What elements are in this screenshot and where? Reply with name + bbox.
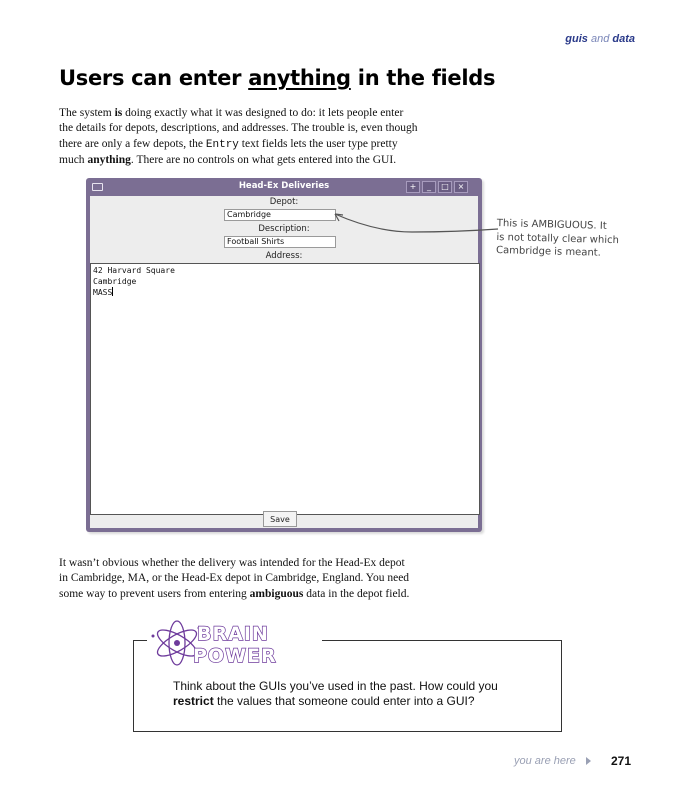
- brain-restrict: restrict: [173, 694, 214, 708]
- title-before: Users can enter: [59, 66, 249, 90]
- annotation-line-1: This is AMBIGUOUS. It: [496, 217, 607, 232]
- title-emphasis: anything: [248, 66, 351, 90]
- intro-l3a: there are only a few depots, the: [59, 137, 206, 150]
- intro-code-entry: Entry: [205, 138, 239, 151]
- followup-ambiguous: ambiguous: [249, 587, 304, 600]
- annotation-line-2: is not totally clear which: [496, 231, 620, 246]
- intro-l1c: doing exactly what it was designed to do: it lets people enter: [122, 107, 404, 119]
- window-add-button[interactable]: +: [406, 181, 420, 193]
- window-title: Head-Ex Deliveries: [238, 181, 330, 191]
- brain-question-line-1: Think about the GUIs you’ve used in the past. How could you: [173, 679, 498, 693]
- followup-line-3: [59, 587, 409, 602]
- you-are-here-label: you are here: [514, 755, 576, 767]
- depot-label: Depot:: [269, 197, 299, 207]
- intro-l4a: much: [59, 154, 88, 167]
- depot-entry[interactable]: Cambridge: [224, 209, 336, 221]
- section-header-data: data: [612, 33, 635, 45]
- intro-l4c: . There are no controls on what gets entered into the GUI.: [130, 154, 397, 167]
- intro-line-2: the details for depots, descriptions, and addresses. The trouble is, even though: [59, 122, 418, 135]
- window-maximize-button[interactable]: □: [438, 181, 452, 193]
- title-after: in the fields: [350, 66, 496, 90]
- arrow-right-icon: [586, 757, 591, 765]
- intro-l1b: is: [114, 107, 123, 119]
- followup-l3c: data in the depot field.: [303, 587, 410, 600]
- intro-l4b: anything: [87, 154, 131, 167]
- power-word: POWER: [193, 645, 277, 667]
- save-button[interactable]: Save: [263, 511, 297, 527]
- followup-paragraph: [59, 556, 409, 602]
- address-label: Address:: [265, 251, 303, 261]
- brain-question-rest: the values that someone could enter into a GUI?: [213, 694, 475, 708]
- annotation-line-3: Cambridge is meant.: [495, 244, 601, 259]
- intro-l1a: The system: [59, 107, 115, 119]
- brain-power-question: [173, 679, 498, 709]
- page-number: 271: [611, 754, 632, 768]
- brain-power-logo: [147, 614, 327, 672]
- address-line-2: Cambridge: [93, 276, 137, 286]
- followup-line-1: It wasn’t obvious whether the delivery was intended for the Head-Ex depot: [59, 557, 405, 569]
- ambiguous-annotation: [496, 217, 619, 261]
- address-line-3-text: MASS: [93, 288, 113, 297]
- section-header-guis: guis: [565, 33, 588, 45]
- address-line-1: 42 Harvard Square: [93, 266, 175, 275]
- section-header-and: and: [590, 33, 610, 45]
- description-label: Description:: [258, 224, 310, 234]
- window-close-button[interactable]: ×: [454, 181, 468, 193]
- brain-word: BRAIN: [197, 623, 269, 645]
- window-minimize-button[interactable]: _: [422, 181, 436, 193]
- intro-l3c: text fields lets the user type pretty: [238, 137, 398, 150]
- description-entry[interactable]: Football Shirts: [224, 236, 336, 248]
- followup-l3a: some way to prevent users from entering: [59, 587, 250, 600]
- brain-question-line-2: [173, 694, 498, 709]
- followup-line-2: in Cambridge, MA, or the Head-Ex depot in Cambridge, England. You need: [59, 572, 410, 585]
